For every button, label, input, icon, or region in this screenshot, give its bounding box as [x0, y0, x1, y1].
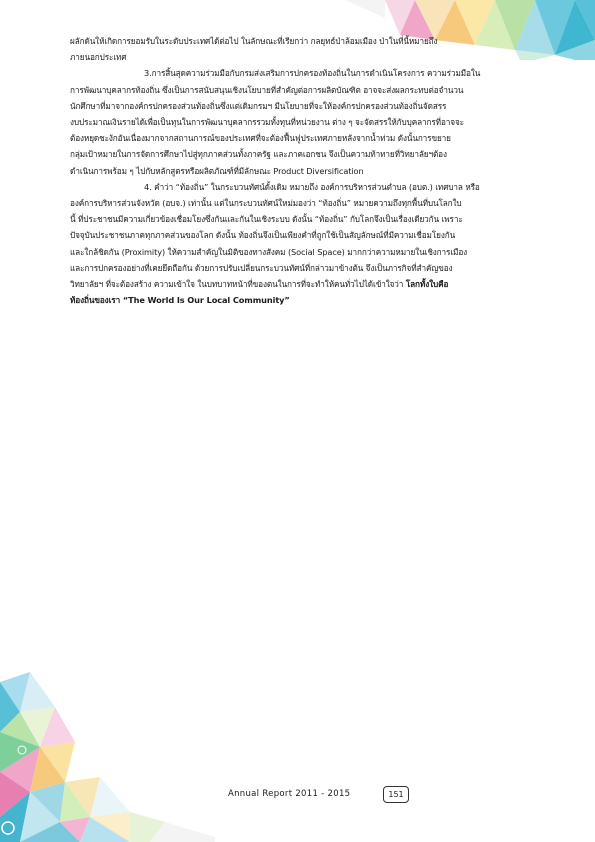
text-line: 4. คำว่า “ท้องถิ่น” ในกระบวนทัศน์ดั้งเดิม หมายถึง องค์การบริหารส่วนตำบล (อบต.) เทศบาล หรือ [144, 181, 480, 192]
text-line: ปัจจุบันประชาชนภาคทุกภาคส่วนของโลก ดังนั้น ท้องถิ่นจึงเป็นเพียงคำที่ถูกใช้เป็นสัญลักษณ์ที่มีความเชื่อมโยงกัน [70, 230, 456, 241]
paragraph-2 [70, 65, 528, 178]
paragraph-1 [70, 33, 528, 65]
text-line: ต้องหยุดชะงักอันเนื่องมากจากสถานการณ์ของประเทศที่จะต้องฟื้นฟูประเทศภายหลังจากน้ำท่วม ดังนั้นการขยาย [70, 133, 451, 144]
text-line: นักศึกษาที่มาจากองค์กรปกครองส่วนท้องถิ่นซึ่งแต่เดิมกรมฯ มีนโยบายที่จะให้องค์กรปกครองส่วนท้องถิ่นจัดสรร [70, 100, 447, 111]
text-line: งบประมาณเงินรายได้เพื่อเป็นทุนในการพัฒนาบุคลากรรวมทั้งทุนที่หน่วยงาน ต่าง ๆ จะจัดสรรให้กับบุคลากรที่อาจจะ [70, 117, 464, 128]
decorative-pattern-bottom [0, 672, 215, 842]
report-label: Annual Report 2011 - 2015 [228, 789, 351, 799]
bold-phrase: โลกทั้งใบคือ [405, 279, 449, 290]
text-line: ผลักดันให้เกิดการยอมรับในระดับประเทศได้ต่อไป ในลักษณะที่เรียกว่า กลยุทธ์ป่าล้อมเมือง ป่าในที่นี้หมายถึง [70, 36, 438, 46]
bold-phrase: ท้องถิ่นของเรา “The World Is Our Local Community” [70, 295, 290, 306]
page-footer [228, 786, 418, 804]
text-line: 3.การสิ้นสุดความร่วมมือกับกรมส่งเสริมการปกครองท้องถิ่นในการดำเนินโครงการ ความร่วมมือใน [144, 68, 481, 79]
paragraph-3 [70, 179, 528, 309]
text-line: ดำเนินการพร้อม ๆ ไปกับหลักสูตรหรือผลิตภัณฑ์ที่มีลักษณะ Product Diversification [70, 165, 364, 176]
text-line: องค์การบริหารส่วนจังหวัด (อบจ.) เท่านั้น แต่ในกระบวนทัศน์ใหม่มองว่า “ท้องถิ่น” หมายความถึงทุกพื้นที่บนโลกใบ [70, 198, 462, 209]
text-line: วิทยาลัยฯ ที่จะต้องสร้าง ความเข้าใจ ในบทบาทหน้าที่ของตนในการที่จะทำให้คนทั่วไปได้เข้าใจว่า [70, 279, 404, 290]
page-number: 151 [383, 786, 409, 803]
text-line: และใกล้ชิดกัน (Proximity) ให้ความสำคัญในมิติของทางสังคม (Social Space) มากกว่าความหมายในเชิงการเมือง [70, 246, 468, 257]
text-line: และการปกครองอย่างที่เคยยึดถือกัน ด้วยการปรับเปลี่ยนกระบวนทัศน์ที่กล่าวมาข้างต้น จึงเป็นภารกิจที่สำคัญของ [70, 262, 453, 273]
text-line: กลุ่มเป้าหมายในการจัดการศึกษาไปสู่ทุกภาคส่วนทั้งภาครัฐ และภาคเอกชน จึงเป็นความท้าทายที่วิทยาลัยฯต้อง [70, 149, 447, 160]
text-line: ภายนอกประเทศ [70, 52, 127, 63]
text-line: นี้ ที่ประชาชนมีความเกี่ยวข้องเชื่อมโยงซึ่งกันและกันในเชิงระบบ ดังนั้น “ท้องถิ่น” กับโลกจึงเป็นเรื่องเดียวกัน เพราะ [70, 214, 463, 225]
text-line: การพัฒนาบุคลากรท้องถิ่น ซึ่งเป็นการสนับสนุนเชิงนโยบายที่สำคัญต่อการผลิตบัณฑิต อาจจะส่งผลกระทบต่อจำนวน [70, 84, 464, 95]
document-body [70, 33, 528, 308]
